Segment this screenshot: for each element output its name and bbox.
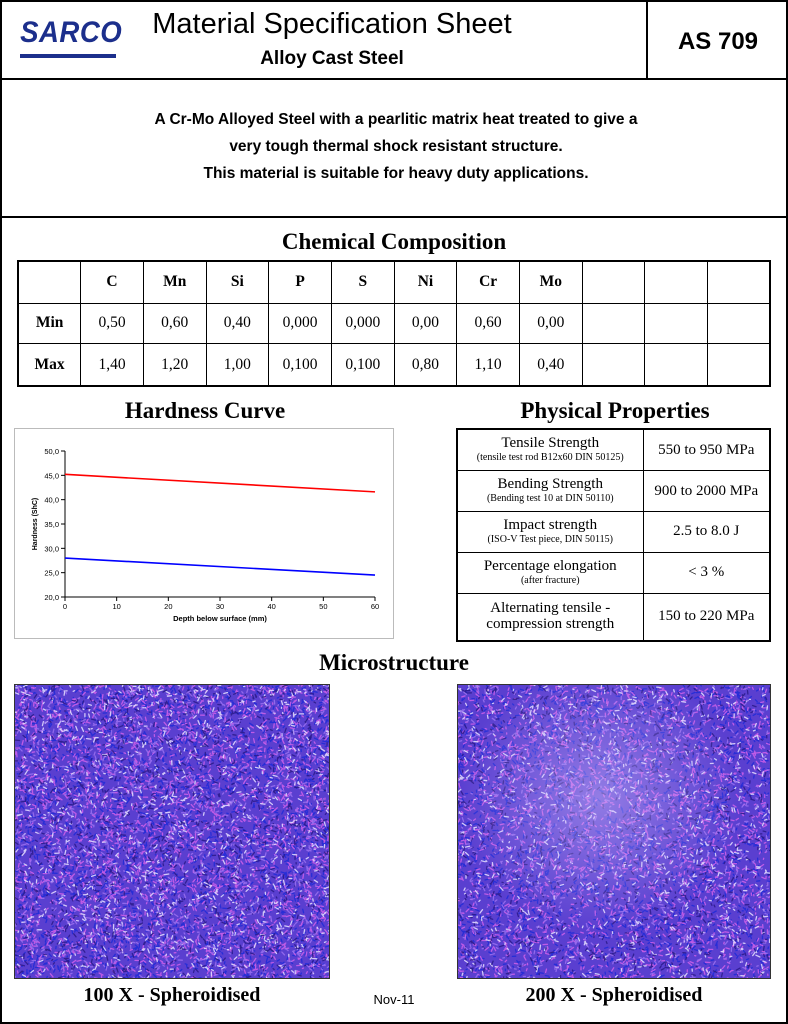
property-name: Percentage elongation (483, 558, 617, 575)
page-subtitle: Alloy Cast Steel (260, 48, 404, 69)
logo-underline (20, 54, 116, 58)
table-row-max (18, 344, 770, 386)
microstructure-title: Microstructure (319, 650, 469, 675)
property-name-cell (457, 552, 643, 593)
description-line: This material is suitable for heavy duty applications. (203, 165, 589, 182)
property-test-note: (tensile test rod B12x60 DIN 50125) (476, 452, 624, 464)
property-value: 2.5 to 8.0 J (643, 511, 770, 552)
table-cell: 0,40 (519, 344, 582, 386)
table-corner-cell (18, 261, 81, 303)
table-cell: 0,00 (519, 303, 582, 344)
y-tick-label: 45,0 (44, 471, 59, 481)
table-cell (645, 344, 708, 386)
table-cell (582, 303, 645, 344)
property-row (457, 429, 770, 471)
property-row (457, 471, 770, 512)
micrograph-200x-caption: 200 X - Spheroidised (525, 984, 703, 1006)
element-header: P (269, 261, 332, 303)
property-name: Bending Strength (497, 476, 603, 493)
micrograph-100x-caption: 100 X - Spheroidised (83, 984, 261, 1006)
table-cell: 0,40 (206, 303, 269, 344)
property-name: Alternating tensile - compression strength (486, 600, 615, 632)
element-header: S (331, 261, 394, 303)
spec-code-box (646, 2, 788, 80)
table-cell: 0,60 (457, 303, 520, 344)
x-tick-label: 10 (112, 602, 121, 611)
element-header: Ni (394, 261, 457, 303)
description-line: A Cr-Mo Alloyed Steel with a pearlitic matrix heat treated to give a (154, 111, 638, 128)
table-cell (645, 303, 708, 344)
table-cell: 0,000 (269, 303, 332, 344)
y-axis-label: Hardness (ShC) (32, 497, 39, 551)
x-tick-label: 30 (215, 602, 225, 611)
hardness-chart (14, 428, 394, 639)
table-row-min (18, 303, 770, 344)
physical-properties-title: Physical Properties (520, 398, 710, 423)
table-cell: 1,20 (143, 344, 206, 386)
property-value: < 3 % (643, 552, 770, 593)
table-header-row (18, 261, 770, 303)
y-tick-label: 35,0 (44, 520, 59, 529)
property-value: 900 to 2000 MPa (643, 471, 770, 512)
y-tick-label: 50,0 (44, 447, 59, 456)
table-cell: 0,100 (331, 344, 394, 386)
element-header: Si (206, 261, 269, 303)
micrograph-200x (457, 684, 771, 979)
property-test-note: (Bending test 10 at DIN 50110) (486, 493, 614, 505)
element-header (582, 261, 645, 303)
table-cell: 0,100 (269, 344, 332, 386)
header (0, 0, 788, 80)
table-cell: 0,00 (394, 303, 457, 344)
property-row (457, 593, 770, 641)
property-test-note: (after fracture) (520, 574, 580, 586)
property-name-cell (457, 471, 643, 512)
chemical-composition-table (17, 260, 771, 387)
table-cell (707, 303, 770, 344)
physical-properties-table (456, 428, 771, 642)
x-tick-label: 20 (164, 602, 173, 611)
micrograph-200x-image (458, 685, 771, 979)
property-row (457, 511, 770, 552)
element-header (645, 261, 708, 303)
hardness-chart-svg (15, 429, 395, 640)
row-label: Min (18, 303, 81, 344)
table-cell: 1,40 (81, 344, 144, 386)
hardness-series-min (65, 558, 375, 575)
description-line: very tough thermal shock resistant structure. (229, 138, 563, 155)
spec-code: AS 709 (677, 28, 759, 55)
element-header (707, 261, 770, 303)
element-header: C (81, 261, 144, 303)
element-header: Mn (143, 261, 206, 303)
y-tick-label: 40,0 (44, 495, 59, 505)
table-cell: 0,60 (143, 303, 206, 344)
element-header: Mo (519, 261, 582, 303)
x-axis-label: Depth below surface (mm) (173, 614, 267, 623)
table-cell: 1,00 (206, 344, 269, 386)
micrograph-100x-image (15, 685, 330, 979)
table-cell (707, 344, 770, 386)
hardness-curve-title: Hardness Curve (124, 398, 286, 423)
chemical-composition-title: Chemical Composition (281, 229, 507, 254)
table-cell (582, 344, 645, 386)
property-row (457, 552, 770, 593)
x-tick-label: 60 (370, 602, 380, 611)
property-value: 150 to 220 MPa (643, 593, 770, 641)
page-title: Material Specification Sheet (152, 8, 512, 40)
x-tick-label: 40 (267, 602, 276, 611)
property-name-cell (457, 593, 643, 641)
property-value: 550 to 950 MPa (643, 429, 770, 471)
property-test-note: (ISO-V Test piece, DIN 50115) (487, 534, 613, 546)
property-name-cell (457, 429, 643, 471)
property-name: Impact strength (503, 517, 598, 534)
y-tick-label: 20,0 (44, 593, 59, 602)
row-label: Max (18, 344, 81, 386)
table-cell: 0,80 (394, 344, 457, 386)
description-box (0, 78, 788, 218)
x-tick-label: 0 (62, 602, 68, 611)
property-name-cell (457, 511, 643, 552)
element-header: Cr (457, 261, 520, 303)
table-cell: 0,000 (331, 303, 394, 344)
y-tick-label: 25,0 (44, 568, 59, 578)
hardness-series-max (65, 474, 375, 492)
logo-text: SARCO (20, 16, 123, 49)
sarco-logo (16, 16, 123, 60)
table-cell: 1,10 (457, 344, 520, 386)
micrograph-100x (14, 684, 330, 979)
x-tick-label: 50 (319, 602, 328, 611)
table-cell: 0,50 (81, 303, 144, 344)
property-name: Tensile Strength (501, 435, 600, 452)
issue-date: Nov-11 (373, 992, 415, 1007)
y-tick-label: 30,0 (44, 544, 59, 554)
